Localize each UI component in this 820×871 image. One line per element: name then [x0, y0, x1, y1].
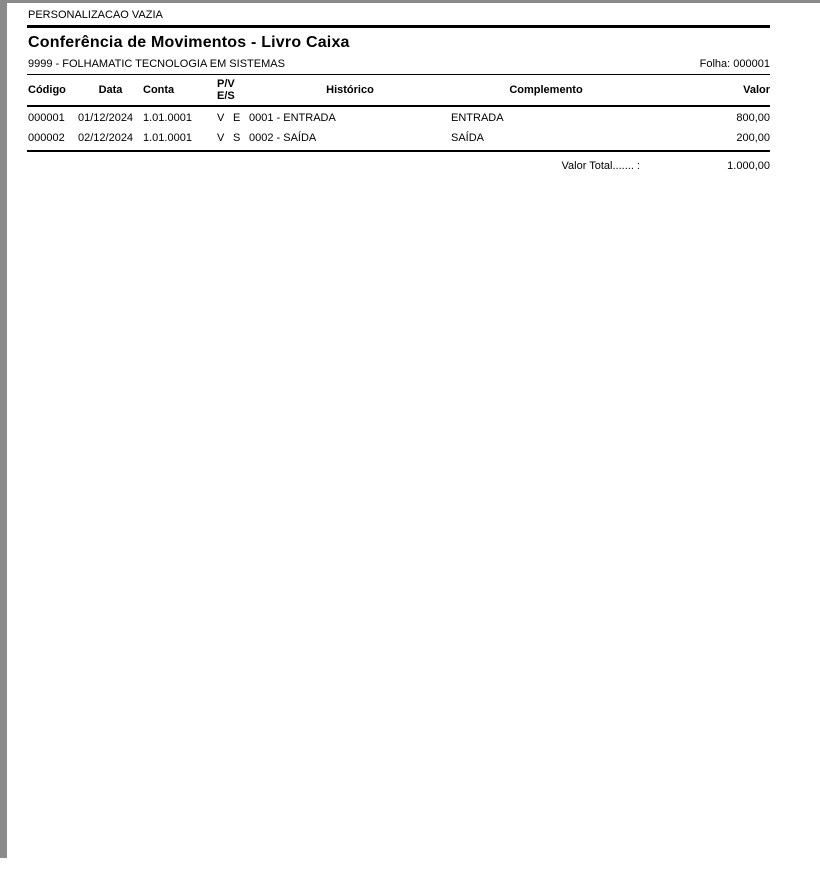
total-label: Valor Total....... : — [561, 160, 640, 172]
table-row — [27, 127, 770, 147]
cell-conta: 1.01.0001 — [143, 132, 192, 144]
table-row — [27, 107, 770, 127]
header-codigo: Código — [28, 84, 66, 96]
company-row — [27, 58, 770, 75]
report-page — [7, 3, 820, 871]
cell-historico: 0001 - ENTRADA — [249, 112, 336, 124]
header-double-rule — [27, 25, 770, 28]
header-pv-es: P/V E/S — [217, 78, 235, 102]
folha-number: Folha: 000001 — [699, 58, 770, 70]
cell-complemento: SAÍDA — [451, 132, 485, 144]
cell-pv: V — [217, 132, 225, 144]
cell-conta: 1.01.0001 — [143, 112, 192, 124]
cell-es: S — [233, 132, 241, 144]
cell-complemento: ENTRADA — [451, 112, 504, 124]
header-data: Data — [98, 84, 123, 96]
cell-valor: 200,00 — [736, 132, 770, 144]
header-conta: Conta — [143, 84, 175, 96]
personalization-text: PERSONALIZACAO VAZIA — [28, 9, 163, 21]
cell-es: E — [233, 112, 241, 124]
cell-codigo: 000002 — [28, 132, 65, 144]
total-row — [27, 160, 770, 172]
cell-data: 01/12/2024 — [78, 112, 134, 124]
cell-historico: 0002 - SAÍDA — [249, 132, 317, 144]
cell-data: 02/12/2024 — [78, 132, 134, 144]
cell-codigo: 000001 — [28, 112, 65, 124]
table-body — [27, 107, 770, 152]
header-complemento: Complemento — [509, 84, 583, 96]
company-name: 9999 - FOLHAMATIC TECNOLOGIA EM SISTEMAS — [28, 58, 285, 70]
header-historico: Histórico — [326, 84, 374, 96]
header-valor: Valor — [743, 84, 770, 96]
window-edge-left — [0, 0, 7, 858]
total-value: 1.000,00 — [727, 160, 770, 172]
cell-pv: V — [217, 112, 225, 124]
report-title: Conferência de Movimentos - Livro Caixa — [28, 34, 350, 51]
cell-valor: 800,00 — [736, 112, 770, 124]
table-header-row — [27, 75, 770, 107]
